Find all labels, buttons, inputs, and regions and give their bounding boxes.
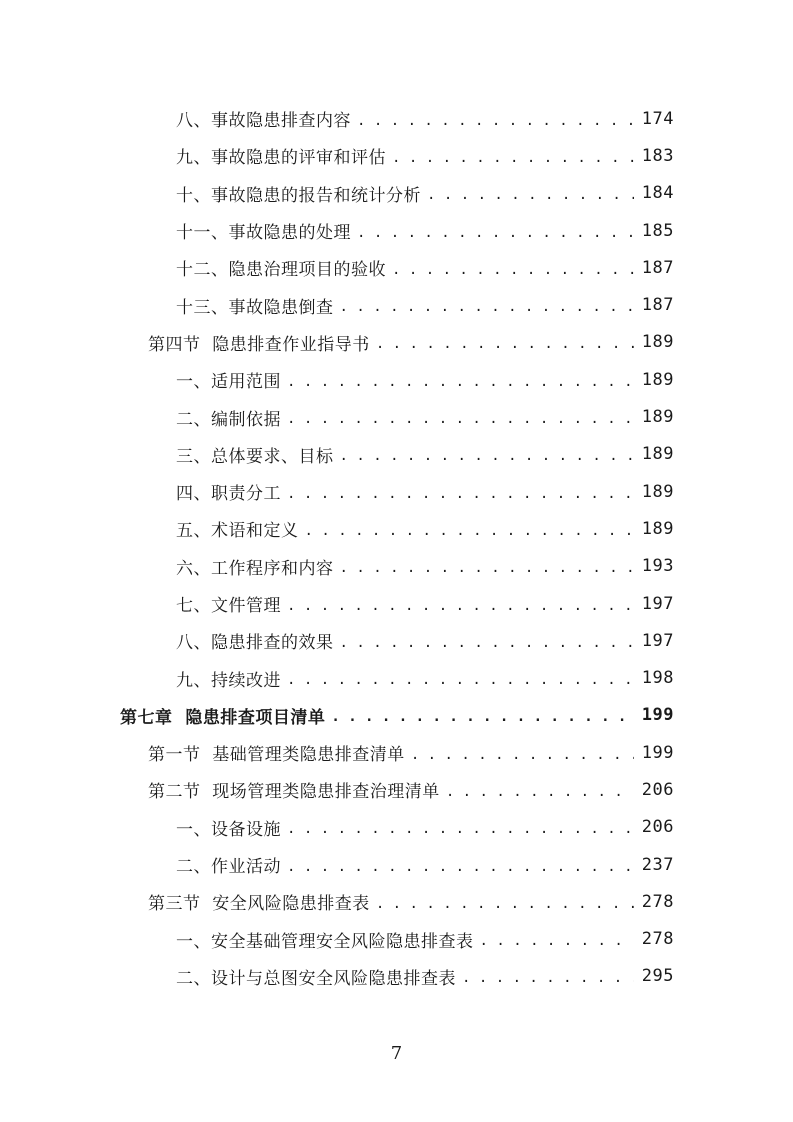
toc-entry[interactable] <box>0 659 793 696</box>
toc-entry-page: 183 <box>641 145 674 166</box>
toc-entry-page: 184 <box>641 183 674 204</box>
toc-entry-page: 237 <box>641 854 674 875</box>
toc-entry-page: 197 <box>641 630 674 651</box>
toc-entry-title: 八、事故隐患排查内容 <box>176 111 351 132</box>
toc-section-entry[interactable] <box>0 324 793 361</box>
toc-entry-page: 189 <box>641 518 674 539</box>
dot-leader <box>287 408 634 426</box>
dot-leader <box>411 744 634 762</box>
toc-entry[interactable] <box>0 510 793 547</box>
toc-entry-title: 十一、事故隐患的处理 <box>176 223 351 244</box>
toc-entry-page: 206 <box>641 817 674 838</box>
toc-entry-page: 187 <box>641 295 674 316</box>
toc-entry-page: 189 <box>641 481 674 502</box>
dot-leader <box>287 371 634 389</box>
toc-entry-title: 第二节 现场管理类隐患排查治理清单 <box>148 782 440 803</box>
toc-entry-page: 199 <box>641 705 674 726</box>
toc-entry[interactable] <box>0 958 793 995</box>
dot-leader <box>340 557 635 575</box>
toc-entry-page: 199 <box>641 742 674 763</box>
dot-leader <box>287 669 634 687</box>
toc-entry[interactable] <box>0 286 793 323</box>
toc-entry-title: 一、设备设施 <box>176 819 281 840</box>
toc-entry[interactable] <box>0 100 793 137</box>
page-number: 7 <box>390 1043 403 1064</box>
dot-leader <box>340 445 635 463</box>
dot-leader <box>287 483 634 501</box>
toc-entry[interactable] <box>0 473 793 510</box>
toc-entry[interactable] <box>0 809 793 846</box>
dot-leader <box>376 333 634 351</box>
toc-entry-title: 七、文件管理 <box>176 596 281 616</box>
dot-leader <box>446 781 634 799</box>
dot-leader <box>331 706 634 724</box>
toc-entry-title: 一、安全基础管理安全风险隐患排查表 <box>176 931 474 952</box>
dot-leader <box>340 296 635 314</box>
toc-entry[interactable] <box>0 212 793 249</box>
dot-leader <box>392 259 634 277</box>
toc-entry-title: 四、职责分工 <box>176 484 281 505</box>
toc-entry-page: 189 <box>641 444 674 465</box>
toc-entry[interactable] <box>0 361 793 398</box>
toc-entry-title: 二、设计与总图安全风险隐患排查表 <box>176 968 456 989</box>
toc-entry-page: 185 <box>641 220 674 241</box>
toc-entry[interactable] <box>0 622 793 659</box>
toc-entry-title: 二、编制依据 <box>176 409 281 430</box>
toc-entry-title: 八、隐患排查的效果 <box>176 633 334 654</box>
toc-entry-page: 193 <box>641 556 674 577</box>
toc-entry-page: 278 <box>641 891 674 912</box>
toc-entry-title: 十、事故隐患的报告和统计分析 <box>176 185 421 206</box>
toc-entry-title: 第一节 基础管理类隐患排查清单 <box>148 745 405 766</box>
toc-entry[interactable] <box>0 436 793 473</box>
toc-entry-title: 十三、事故隐患倒查 <box>176 297 334 318</box>
dot-leader <box>427 184 634 202</box>
toc-entry[interactable] <box>0 398 793 435</box>
toc-chapter-entry[interactable] <box>0 697 793 734</box>
toc-entry-title: 九、事故隐患的评审和评估 <box>176 148 386 169</box>
toc-section-entry[interactable] <box>0 883 793 920</box>
dot-leader <box>305 520 635 538</box>
dot-leader <box>462 967 634 985</box>
toc-entry-page: 198 <box>641 668 674 689</box>
dot-leader <box>357 110 634 128</box>
toc-entry-page: 206 <box>641 779 674 800</box>
toc-entry-title: 九、持续改进 <box>176 670 281 691</box>
toc-entry[interactable] <box>0 921 793 958</box>
dot-leader <box>287 856 634 874</box>
toc-entry[interactable] <box>0 249 793 286</box>
toc-entry-title: 第七章 隐患排查项目清单 <box>120 707 326 728</box>
dot-leader <box>287 595 634 613</box>
toc-section-entry[interactable] <box>0 771 793 808</box>
toc-entry-title: 二、作业活动 <box>176 857 281 878</box>
toc-entry-title: 一、适用范围 <box>176 372 281 393</box>
toc-entry-title: 六、工作程序和内容 <box>176 558 334 579</box>
toc-entry-page: 189 <box>641 407 674 428</box>
toc-entry-page: 174 <box>641 108 674 129</box>
dot-leader <box>287 818 634 836</box>
toc-entry-title: 第三节 安全风险隐患排查表 <box>148 894 370 915</box>
dot-leader <box>392 147 634 165</box>
toc-entry-page: 197 <box>641 593 674 614</box>
toc-entry-page: 295 <box>641 966 674 987</box>
toc-entry-page: 187 <box>641 257 674 278</box>
toc-entry[interactable] <box>0 548 793 585</box>
toc-entry-page: 189 <box>641 369 674 390</box>
toc-entry-title: 第四节 隐患排查作业指导书 <box>148 334 370 355</box>
toc-entry-page: 189 <box>641 332 674 353</box>
toc-entry[interactable] <box>0 585 793 622</box>
toc-entry[interactable] <box>0 137 793 174</box>
dot-leader <box>357 222 634 240</box>
table-of-contents <box>0 100 793 995</box>
toc-entry[interactable] <box>0 846 793 883</box>
toc-entry-title: 五、术语和定义 <box>176 521 299 542</box>
toc-entry[interactable] <box>0 175 793 212</box>
dot-leader <box>480 930 635 948</box>
toc-section-entry[interactable] <box>0 734 793 771</box>
dot-leader <box>376 893 634 911</box>
dot-leader <box>340 632 635 650</box>
toc-entry-page: 278 <box>641 929 674 950</box>
toc-entry-title: 十二、隐患治理项目的验收 <box>176 260 386 281</box>
toc-entry-title: 三、总体要求、目标 <box>176 446 334 467</box>
